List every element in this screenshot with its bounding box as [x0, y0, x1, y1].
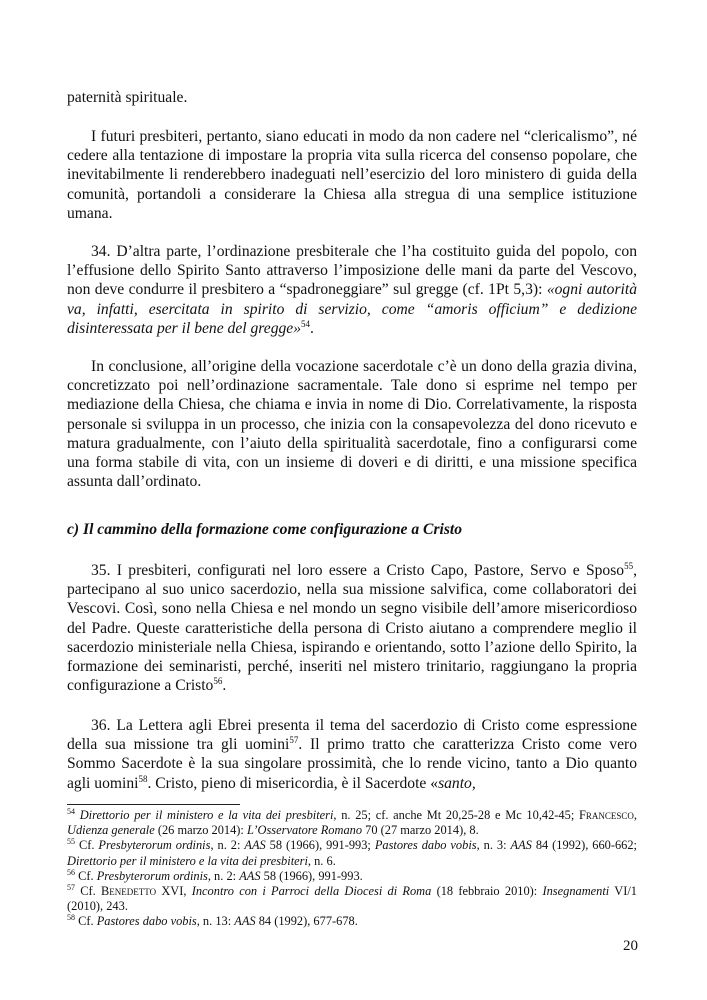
paragraph-text: , partecipano al suo unico sacerdozio, nella sua missione salvifica, come collaboratori dei Vescovi. Così, sono nella Chiesa e nel mondo un segno visibile dell’amore misericordioso del Padre. Queste caratteristiche della persona di Cristo aiutano a comprendere meglio il sacerdozio ministeriale nella Chiesa, ispirando e orientando, sotto l’azione dello Spirito, la formazione dei seminaristi, perché, inseriti nel mistero trinitario, raggiungano la propria configurazione a Cristo: [67, 562, 637, 695]
citation-title: AAS: [239, 868, 261, 883]
paragraph-text: 34. D’altra parte, l’ordinazione presbiterale che l’ha costituito guida del popolo, con l’effusione dello Spirito Santo attraverso l’imposizione delle mani da parte del Vescovo, non deve condurre il presbitero a “spadroneggiare” sul gregge (cf. 1Pt 5,3):: [67, 243, 637, 299]
footnotes: [67, 808, 637, 930]
paragraph-text: 35. I presbiteri, configurati nel loro essere a Cristo Capo, Pastore, Servo e Sposo: [91, 562, 625, 579]
paragraph-text: paternità spirituale.: [67, 89, 188, 106]
citation-title: Incontro con i Parroci della Diocesi di Roma: [191, 884, 432, 899]
footnote-number: 57: [67, 882, 75, 892]
paragraph-34: [67, 242, 637, 338]
paragraph-35: [67, 561, 637, 695]
footnote-number: 56: [67, 867, 75, 877]
footnote-ref-55[interactable]: 55: [624, 560, 634, 571]
citation-title: AAS: [244, 838, 266, 853]
paragraph-futuri-presbiteri: [67, 127, 637, 223]
citation-title: Direttorio per il ministero e la vita dei presbiteri,: [67, 853, 312, 868]
citation-title: Presbyterorum ordinis: [98, 838, 211, 853]
citation-title: AAS: [234, 914, 256, 929]
punctuation: .: [310, 319, 314, 337]
footnote-56: [67, 869, 637, 884]
citation-text: , n. 3:: [476, 838, 511, 853]
citation-text: 84 (1992), 660-662;: [531, 838, 638, 853]
paragraph-conclusione: [67, 357, 637, 491]
footnote-ref-58[interactable]: 58: [138, 773, 148, 784]
footnote-ref-56[interactable]: 56: [213, 676, 223, 687]
citation-text: Cf.: [75, 884, 101, 899]
paragraph-text: . Il primo tratto che caratterizza Cristo come vero Sommo Sacerdote è la sua singolare prossimità, che lo rende vicino, tanto a Dio quanto agli uomini: [67, 736, 638, 792]
footnote-58: [67, 914, 637, 929]
citation-text: 58 (1966), 991-993;: [265, 838, 375, 853]
footnote-55: [67, 838, 637, 868]
citation-text: , n. 2:: [210, 838, 245, 853]
citation-title: Pastores dabo vobis: [96, 914, 197, 929]
footnote-number: 54: [67, 806, 75, 816]
citation-text: , n. 25; cf. anche Mt 20,25-28 e Mc 10,42-45;: [333, 808, 579, 822]
footnote-ref-54[interactable]: 54: [301, 318, 311, 329]
citation-text: VI/1 (2010), 243.: [67, 884, 637, 914]
citation-text: 58 (1966), 991-993.: [260, 868, 363, 883]
footnote-number: 55: [67, 837, 75, 847]
citation-title: Pastores dabo vobis: [374, 838, 477, 853]
section-heading: c) Il cammino della formazione come configurazione a Cristo: [67, 521, 463, 538]
paragraph-text: 36. La Lettera agli Ebrei presenta il tema del sacerdozio di Cristo come espressione della sua missione tra gli uomini: [67, 717, 637, 754]
quotation: «ogni autorità va, infatti, esercitata in spirito di servizio, come “amoris officium” e dedizione disinteressata per il bene del gregge»: [67, 281, 637, 337]
footnote-separator: [67, 804, 240, 805]
author-name: Benedetto: [101, 884, 157, 899]
citation-text: , n. 2:: [207, 868, 240, 883]
quotation: santo,: [438, 774, 476, 792]
author-name: Francesco: [578, 808, 634, 822]
page-number: 20: [623, 938, 638, 954]
paragraph-text: . Cristo, pieno di misericordia, è il Sacerdote «: [147, 774, 439, 792]
citation-title: Direttorio per il ministero e la vita dei presbiteri: [79, 808, 334, 822]
citation-text: Cf.: [75, 868, 97, 883]
citation-text: Cf.: [75, 914, 97, 929]
citation-title: L’Osservatore Romano: [246, 823, 363, 838]
citation-title: Presbyterorum ordinis: [96, 868, 208, 883]
citation-text: (26 marzo 2014):: [154, 823, 247, 838]
footnote-number: 58: [67, 913, 75, 923]
footnote-57: [67, 884, 637, 914]
footnote-ref-57[interactable]: 57: [289, 735, 299, 746]
citation-title: AAS: [510, 838, 532, 853]
citation-text: n. 6.: [311, 853, 336, 868]
punctuation: .: [222, 677, 227, 695]
paragraph-36: [67, 716, 637, 793]
citation-text: 84 (1992), 677-678.: [255, 914, 358, 929]
citation-text: , n. 13:: [196, 914, 235, 929]
citation-title: Udienza generale: [67, 823, 155, 838]
footnote-54: [67, 808, 637, 838]
citation-text: (18 febbraio 2010):: [431, 884, 543, 899]
citation-text: XVI,: [156, 884, 192, 899]
paragraph-text: In conclusione, all’origine della vocazione sacerdotale c’è un dono della grazia divina, concretizzato poi nell’ordinazione sacramentale. Tale dono si esprime nel tempo per mediazione della Chiesa, che chiama e invia in nome di Dio. Correlativamente, la risposta personale si sviluppa in un processo, che inizia con la consapevolezza del dono ricevuto e matura gradualmente, con l’aiuto della spiritualità sacerdotale, fino a configurarsi come una forma stabile di vita, con un insieme di doveri e di diritti, e una missione specifica assunta dall’ordinato.: [67, 358, 637, 491]
citation-text: Cf.: [75, 838, 99, 853]
paragraph-text: I futuri presbiteri, pertanto, siano educati in modo da non cadere nel “clericalismo”, né cedere alla tentazione di impostare la propria vita sulla ricerca del consenso popolare, che inevitabilmente li renderebbero inadeguati nell’esercizio del loro ministero di guida della comunità, portandoli a considerare la Chiesa alla stregua di una semplice istituzione umana.: [67, 128, 637, 222]
citation-text: ,: [633, 808, 637, 822]
citation-title: Insegnamenti: [542, 884, 610, 899]
paragraph-continuation: [67, 88, 637, 107]
citation-text: 70 (27 marzo 2014), 8.: [362, 823, 479, 838]
